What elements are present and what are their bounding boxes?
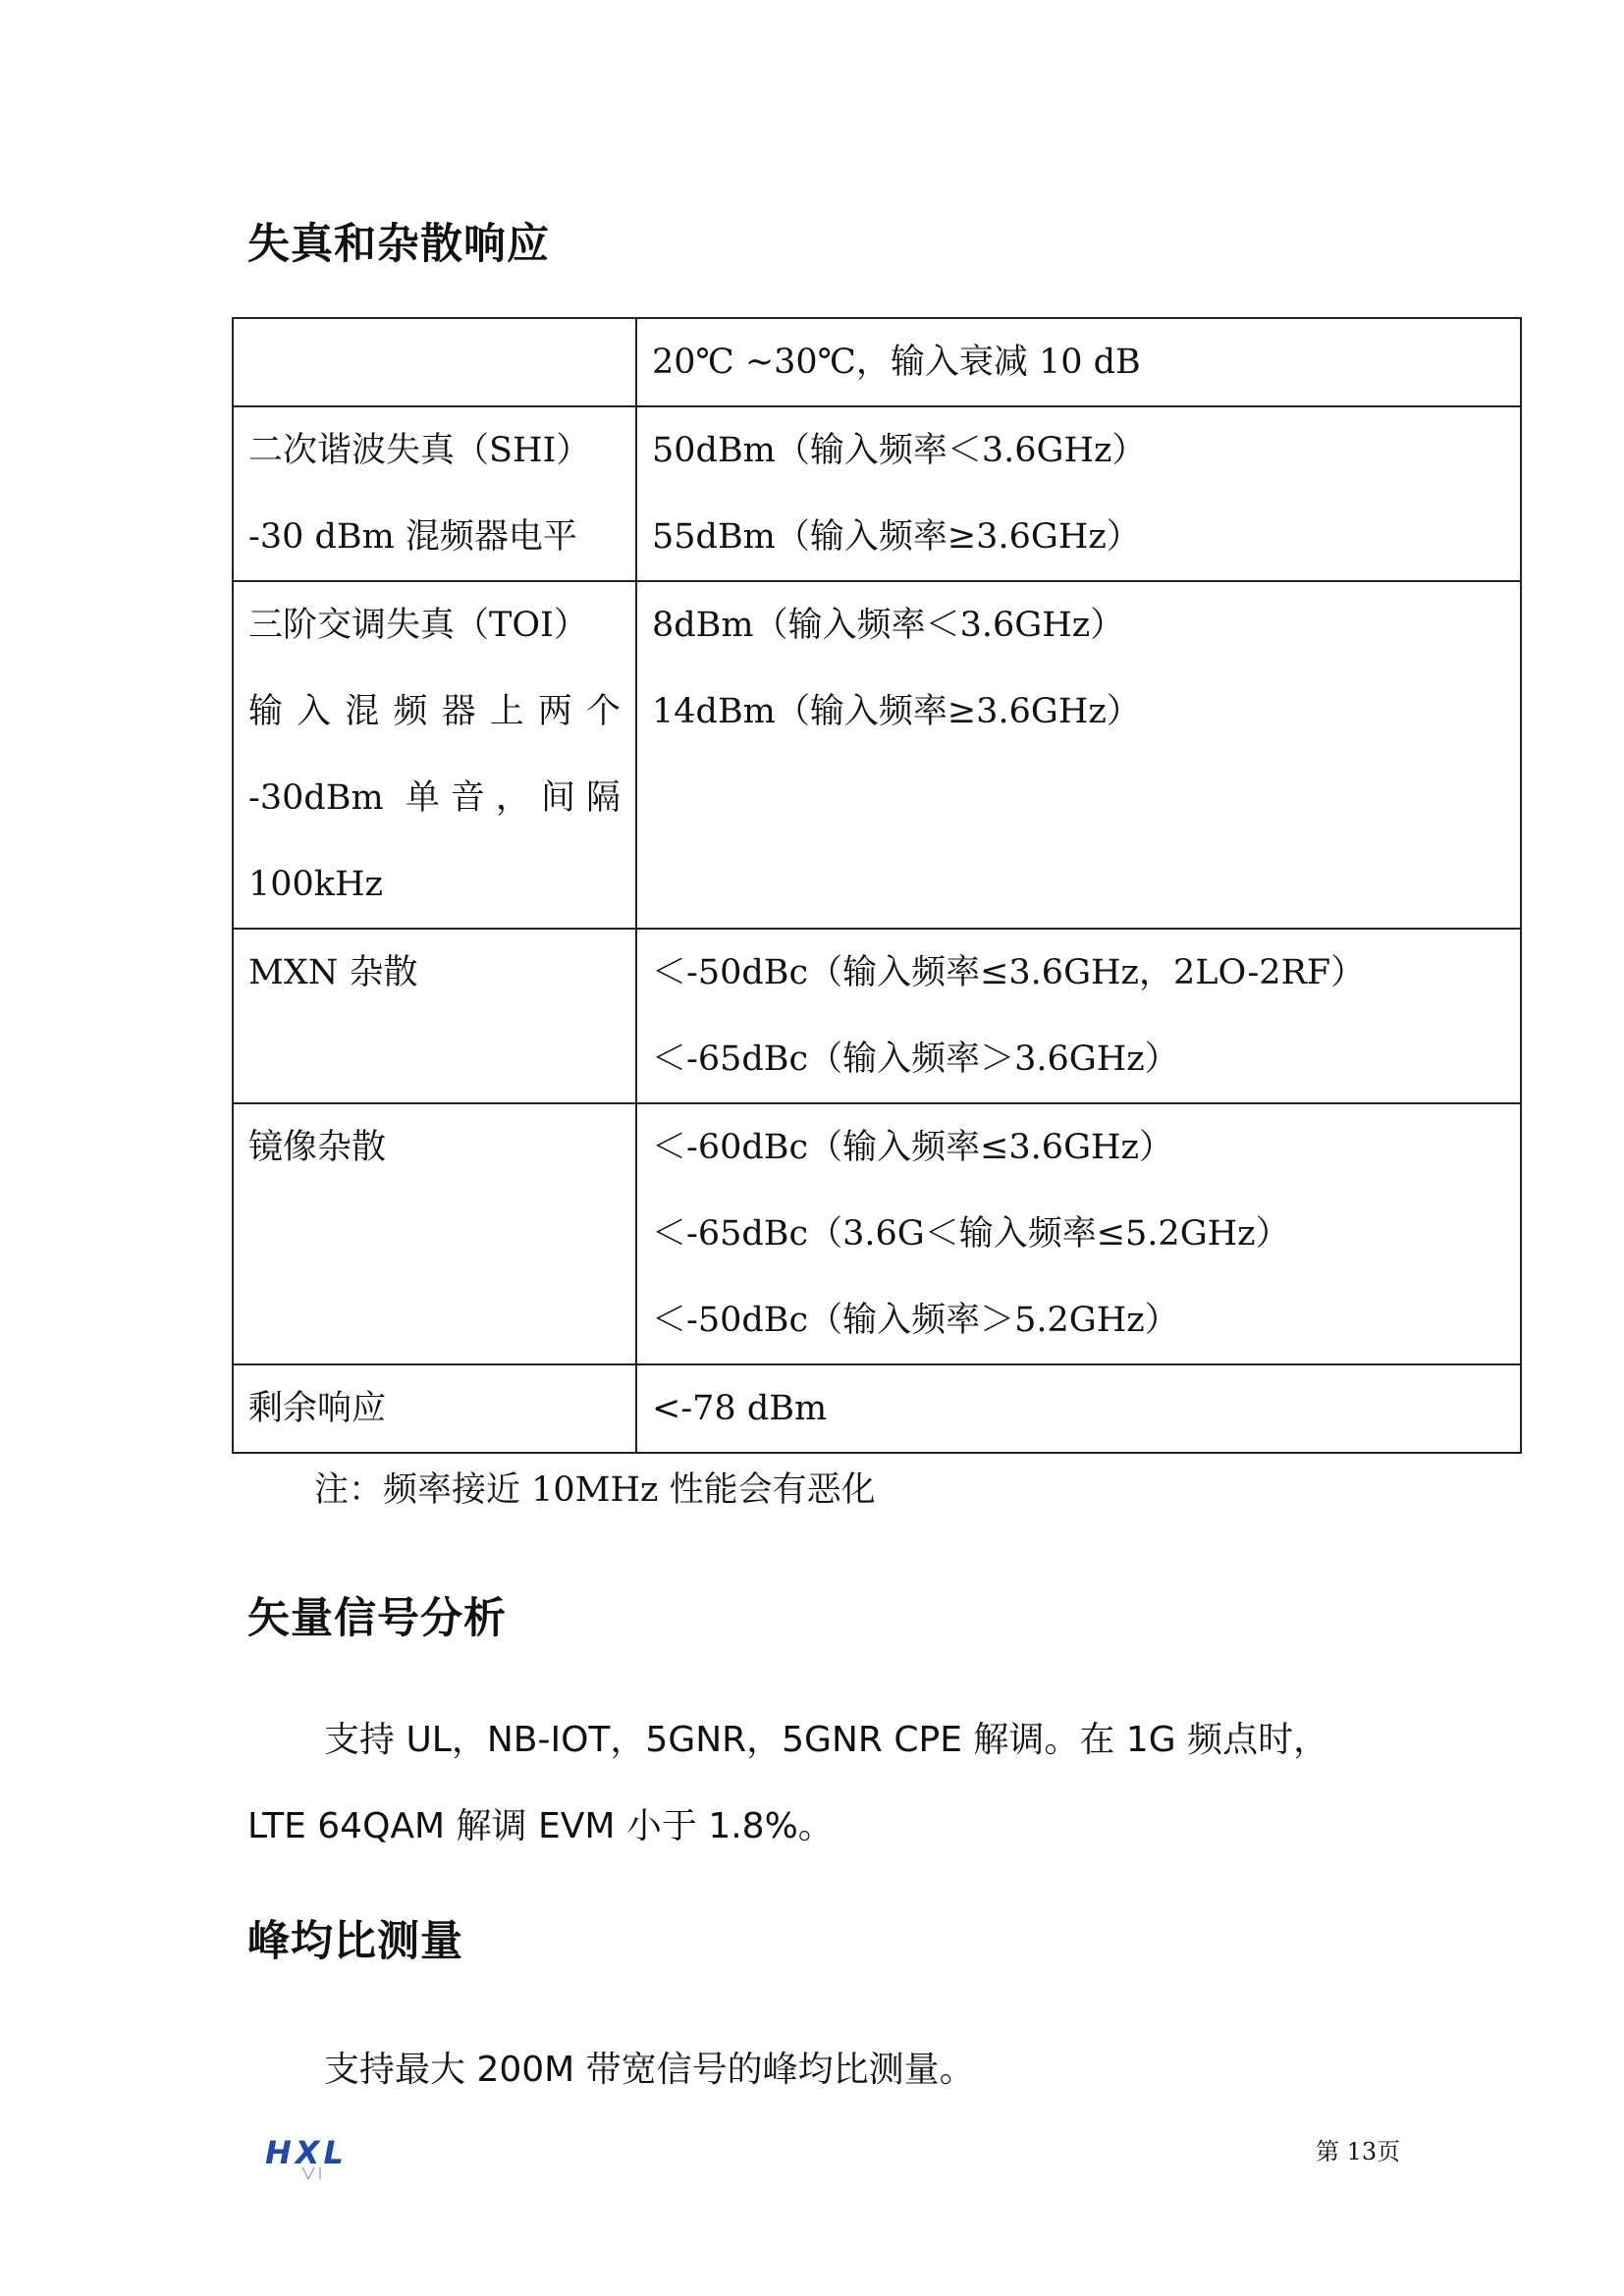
label-line: MXN 杂散 [248, 953, 418, 992]
label-line: 三阶交调失真（TOI） [248, 606, 588, 645]
value-line: ＜-60dBc（输入频率≤3.6GHz） [652, 1128, 1173, 1167]
condition-text: 20℃ ~30℃，输入衰减 10 dB [652, 343, 1141, 382]
value-line: ＜-50dBc（输入频率＞5.2GHz） [652, 1301, 1179, 1340]
label-line: 镜像杂散 [248, 1128, 387, 1167]
table-cell-value [636, 929, 1521, 1103]
table-cell-label [233, 581, 636, 929]
table-cell-label [233, 406, 636, 581]
table-cell-value [636, 581, 1521, 929]
table-row [233, 1364, 1521, 1453]
table-row [233, 581, 1521, 929]
label-line: -30dBm 单音，间隔 [248, 778, 621, 818]
hxl-logo [263, 2132, 371, 2181]
section-title-vector: 矢量信号分析 [247, 1594, 507, 1643]
papr-paragraph: 支持最大 200M 带宽信号的峰均比测量。 [324, 2050, 975, 2090]
value-line: ＜-50dBc（输入频率≤3.6GHz，2LO-2RF） [652, 953, 1366, 992]
label-line: 剩余响应 [248, 1389, 387, 1428]
table-cell-label [233, 1103, 636, 1364]
vector-paragraph-line1: 支持 UL，NB-IOT，5GNR，5GNR CPE 解调。在 1G 频点时， [324, 1720, 1329, 1760]
label-line: 100kHz [248, 865, 383, 904]
spec-table [232, 317, 1522, 1454]
table-cell-empty [233, 318, 636, 406]
vector-paragraph-line2: LTE 64QAM 解调 EVM 小于 1.8%。 [247, 1806, 834, 1846]
value-line: ＜-65dBc（输入频率＞3.6GHz） [652, 1040, 1179, 1079]
hxl-logo-text: HXL [265, 2134, 348, 2171]
page-number: 第 13页 [1316, 2138, 1401, 2165]
section-title-distortion: 失真和杂散响应 [247, 220, 550, 269]
table-cell-value [636, 406, 1521, 581]
value-line: 55dBm（输入频率≥3.6GHz） [652, 517, 1141, 557]
table-row [233, 929, 1521, 1103]
table-cell-value [636, 1103, 1521, 1364]
label-line: 输入混频器上两个 [248, 692, 621, 731]
table-cell-condition [636, 318, 1521, 406]
table-cell-label [233, 1364, 636, 1453]
value-line: 8dBm（输入频率＜3.6GHz） [652, 606, 1125, 645]
label-line: -30 dBm 混频器电平 [248, 517, 577, 557]
table-row [233, 1103, 1521, 1364]
table-row [233, 406, 1521, 581]
section-title-papr: 峰均比测量 [247, 1917, 463, 1966]
value-line: ＜-65dBc（3.6G＜输入频率≤5.2GHz） [652, 1214, 1290, 1254]
table-row [233, 318, 1521, 406]
value-line: 14dBm（输入频率≥3.6GHz） [652, 692, 1141, 731]
value-line: 50dBm（输入频率＜3.6GHz） [652, 431, 1147, 470]
label-line: 二次谐波失真（SHI） [248, 431, 591, 470]
table-cell-label [233, 929, 636, 1103]
table-cell-value [636, 1364, 1521, 1453]
value-line: <-78 dBm [652, 1389, 828, 1428]
table-note: 注：频率接近 10MHz 性能会有恶化 [314, 1470, 876, 1510]
